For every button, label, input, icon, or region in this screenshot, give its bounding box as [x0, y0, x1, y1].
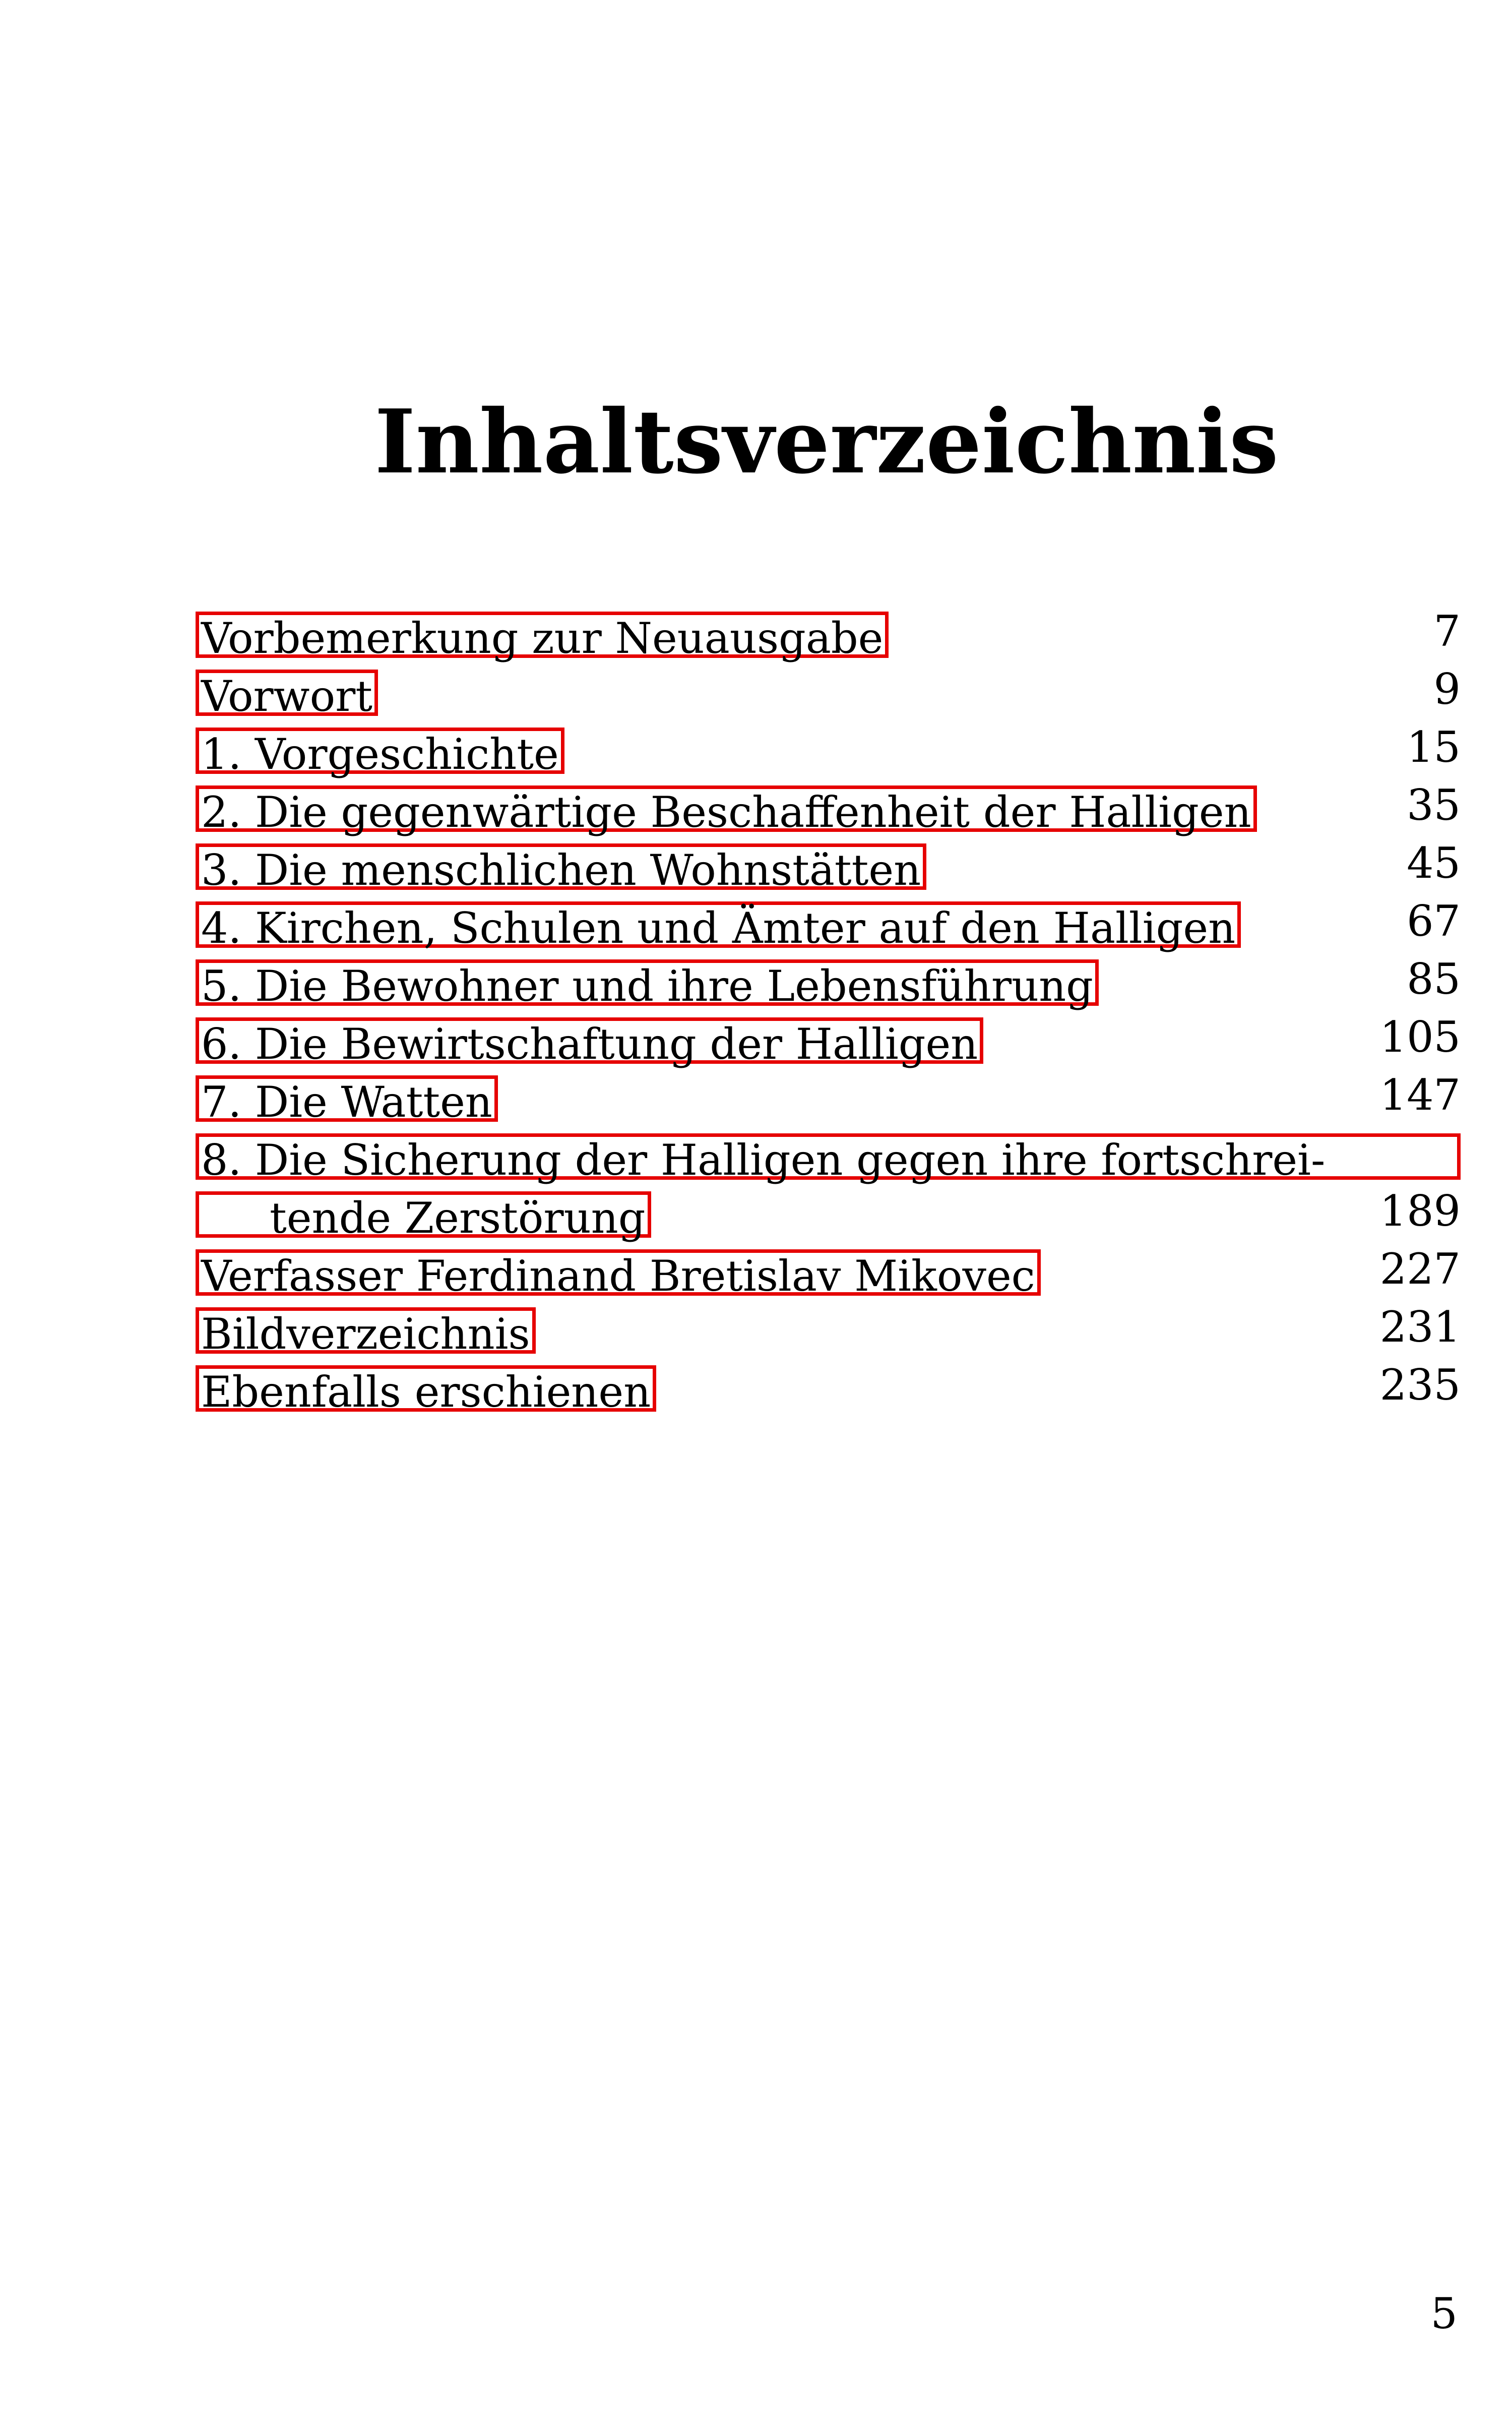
toc-entry-vorwort[interactable]: Vorwort [196, 670, 378, 716]
toc-entry-chapter-6[interactable]: 6. Die Bewirtschaftung der Halligen [196, 1017, 983, 1064]
toc-entry-verfasser[interactable]: Verfasser Ferdinand Bretislav Mikovec [196, 1249, 1041, 1296]
toc-row [196, 1124, 1461, 1185]
toc-entry-chapter-7[interactable]: 7. Die Watten [196, 1075, 498, 1122]
toc-page-number: 105 [1379, 1012, 1461, 1062]
toc-entry-chapter-3[interactable]: 3. Die menschlichen Wohnstätten [196, 843, 926, 890]
toc-entry-chapter-1[interactable]: 1. Vorgeschichte [196, 728, 564, 774]
toc-row [196, 660, 1461, 721]
table-of-contents [196, 602, 1461, 1417]
toc-page-number: 45 [1407, 838, 1461, 888]
toc-row [196, 1356, 1461, 1417]
toc-row [196, 834, 1461, 895]
toc-entry-bildverzeichnis[interactable]: Bildverzeichnis [196, 1307, 536, 1354]
toc-page-number: 147 [1379, 1070, 1461, 1120]
toc-row [196, 950, 1461, 1011]
toc-entry-vorbemerkung[interactable]: Vorbemerkung zur Neuausgabe [196, 612, 889, 658]
toc-row [196, 1298, 1461, 1359]
page-title: Inhaltsverzeichnis [374, 391, 1279, 494]
toc-entry-chapter-8-continued[interactable]: tende Zerstörung [196, 1191, 651, 1238]
toc-entry-chapter-8[interactable]: 8. Die Sicherung der Halligen gegen ihre fortschrei- [196, 1133, 1461, 1180]
toc-page-number: 85 [1407, 954, 1461, 1004]
toc-row [196, 892, 1461, 953]
toc-page-number: 7 [1433, 607, 1461, 656]
toc-entry-ebenfalls-erschienen[interactable]: Ebenfalls erschienen [196, 1365, 656, 1412]
toc-page-number: 15 [1407, 722, 1461, 772]
toc-entry-chapter-2[interactable]: 2. Die gegenwärtige Beschaffenheit der Halligen [196, 785, 1257, 832]
toc-page-number: 9 [1433, 664, 1461, 714]
toc-row [196, 1066, 1461, 1127]
toc-row [196, 602, 1461, 663]
toc-page-number: 67 [1407, 896, 1461, 946]
toc-row [196, 1008, 1461, 1069]
toc-page-number: 227 [1379, 1244, 1461, 1294]
toc-page-number: 35 [1407, 780, 1461, 830]
toc-row [196, 776, 1461, 837]
toc-page-number: 189 [1379, 1186, 1461, 1236]
toc-entry-chapter-4[interactable]: 4. Kirchen, Schulen und Ämter auf den Halligen [196, 901, 1241, 948]
toc-page-number: 235 [1379, 1360, 1461, 1410]
toc-entry-chapter-5[interactable]: 5. Die Bewohner und ihre Lebensführung [196, 959, 1099, 1006]
toc-row [196, 1240, 1461, 1301]
toc-row [196, 718, 1461, 779]
toc-page-number: 231 [1379, 1302, 1461, 1352]
toc-row [196, 1182, 1461, 1243]
page-number: 5 [1430, 2289, 1458, 2338]
